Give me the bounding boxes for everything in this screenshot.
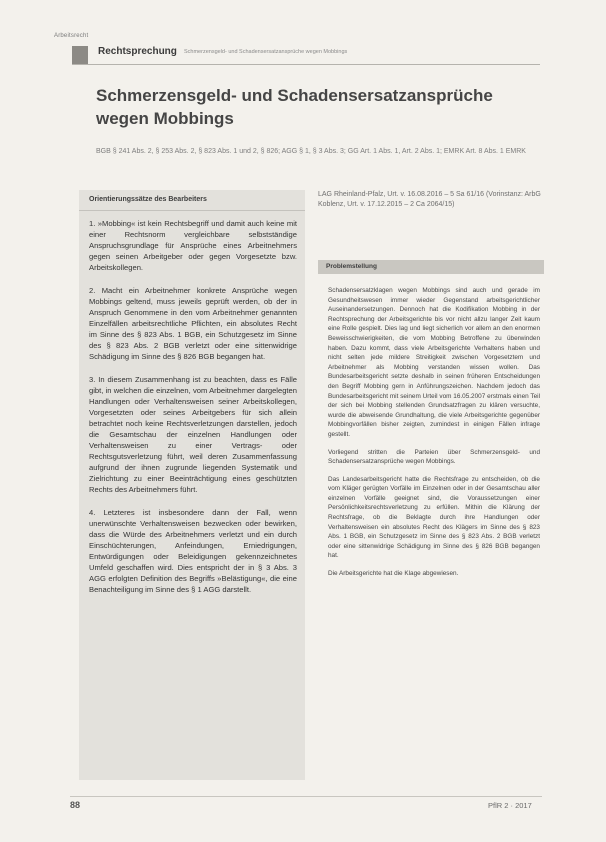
page-number: 88 xyxy=(70,800,81,810)
article-title: Schmerzensgeld- und Schadensersatzansprüche wegen Mobbings xyxy=(96,86,493,128)
header-title: Rechtsprechung xyxy=(98,46,177,57)
article-citation: BGB § 241 Abs. 2, § 253 Abs. 2, § 823 Abs. 1 und 2, § 826; AGG § 1, § 3 Abs. 3; GG Art. 1 Abs. 1, Art. 2 Abs. 1; EMRK Art. 8 Abs. 1 EMRK xyxy=(96,148,526,155)
header-bar xyxy=(72,44,540,65)
guiding-principles-text xyxy=(89,218,297,607)
principle-3: 3. In diesem Zusammenhang ist zu beachten, dass es Fälle gibt, in welchen die einzelnen, vom Arbeitnehmer dargelegten Handlungen oder Verhaltensweisen seiner Arbeitskollegen, Vorgesetzten oder seines Arbeitgebers für sich allein betrachtet noch keine Rechtsverletzungen darstellen, jedoch die Gesamtschau der einzelnen Handlungen oder Verhaltensweisen zu einer Vertrags- oder Rechtsgutsverletzung führt, weil deren Zusammenfassung aufgrund der ihnen zugrunde liegenden Systematik und Zielrichtung zu einer Beeinträchtigung eines geschützten Rechts des Arbeitnehmers führt. xyxy=(89,375,297,494)
problem-paragraph-3: Das Landesarbeitsgericht hatte die Rechtsfrage zu entscheiden, ob die vom Kläger gerügten Vorfälle im Einzelnen oder in der Gesamtschau aller einzelnen Vorfälle geeignet sind, die Voraussetzungen einer Persönlichkeitsrechtsverletzung zu erfüllen. Mithin die Klärung der Rechtsfrage, ob die Beklagte durch ihre Handlungen oder Verhaltensweisen ein absolutes Recht des Klägers im Sinne des § 823 Abs. 1 BGB, ein Schutzgesetz im Sinne des § 823 Abs. 2 BGB verletzt oder eine sittenwidrige Schädigung im Sinne des § 826 BGB begangen hat. xyxy=(328,475,540,560)
guiding-principles-header xyxy=(79,190,305,211)
problem-paragraph-2: Vorliegend stritten die Parteien über Schmerzensgeld- und Schadensersatzansprüche wegen Mobbings. xyxy=(328,448,540,466)
problem-paragraph-4: Die Arbeitsgerichte hat die Klage abgewiesen. xyxy=(328,570,459,578)
problem-header xyxy=(318,260,544,274)
problem-title: Problemstellung xyxy=(326,263,377,270)
problem-text xyxy=(328,286,540,587)
problem-paragraph-1: Schadensersatzklagen wegen Mobbings sind auch und gerade im Gesundheitswesen immer wieder Gegenstand arbeitsgerichtlicher Auseinandersetzungen. Dennoch hat die Kodifikation Mobbing in der Rechtsprechung der Arbeitsgerichte bis vor nicht allzu langer Zeit kaum eine Rolle gespielt. Dies lag und liegt sicherlich vor allem an den enormen Beweisschwierigkeiten, die vom Mobbing Betroffene zu überwinden haben. Dazu kommt, dass viele Arbeitsgerichte Verhaltens haben und nicht selten jede mildere Streitigkeit zwischen Vorgesetztem und Arbeitnehmer als Mobbing verstanden wissen wollen. Das Bundesarbeitsgericht setzte deshalb in seinen früheren Entscheidungen den Begriff Mobbing gern in Anführungszeichen. Nachdem jedoch das Bundesarbeitsgericht mit seinem Urteil vom 16.05.2007 erstmals einen Teil der sich bei Mobbing stellenden Grundsatzfragen zu klären versuchte, wurde die abweisende Grundhaltung, die viele Arbeitsgerichte gegenüber Mobbingvorfällen bisher zeigten, zumindest in einigen Fällen infrage gestellt. xyxy=(328,287,540,438)
guiding-principles-box xyxy=(79,190,305,780)
journal-reference: PflR 2 · 2017 xyxy=(488,801,532,810)
header-subtitle: Schmerzensgeld- und Schadensersatzansprüche wegen Mobbings xyxy=(184,49,348,55)
header-marker xyxy=(72,46,88,64)
footer-divider xyxy=(70,796,542,797)
court-reference: LAG Rheinland-Pfalz, Urt. v. 16.08.2016 – 5 Sa 61/16 (Vorinstanz: ArbG Koblenz, Urt. v. 17.12.2015 – 2 Ca 2064/15) xyxy=(318,191,541,208)
section-label: Arbeitsrecht xyxy=(54,33,89,39)
guiding-principles-title: Orientierungssätze des Bearbeiters xyxy=(89,196,207,203)
principle-4: 4. Letzteres ist insbesondere dann der Fall, wenn unerwünschte Verhaltensweisen bezwecken oder bewirken, dass die Würde des Arbeitnehmers verletzt und ein durch Einschüchterungen, Anfeindungen, Erniedrigungen, Entwürdigungen oder Beleidigungen gekennzeichnetes Umfeld geschaffen wird. Dies entspricht der in § 3 Abs. 3 AGG erfolgten Definition des Begriffs »Belästigung«, die eine Benachteiligung im Sinne des § 1 AGG darstellt. xyxy=(89,508,297,594)
principle-2: 2. Macht ein Arbeitnehmer konkrete Ansprüche wegen Mobbings geltend, muss jeweils geprüft werden, ob der in Anspruch Genommene in den vom Arbeitnehmer genannten Einzelfällen arbeitsrechtliche Pflichten, ein absolutes Recht im Sinne des § 823 Abs. 1 BGB, ein Schutzgesetz im Sinne des § 823 Abs. 2 BGB verletzt oder eine sittenwidrige Schädigung im Sinne des § 826 BGB begangen hat. xyxy=(89,286,297,361)
principle-1: 1. »Mobbing« ist kein Rechtsbegriff und damit auch keine mit einer Rechtsnorm vergleichbare selbstständige Anspruchsgrundlage für Ansprüche eines Arbeitnehmers gegen seinen Arbeitgeber oder gegen Vorgesetzte bzw. Arbeitskollegen. xyxy=(89,219,297,272)
